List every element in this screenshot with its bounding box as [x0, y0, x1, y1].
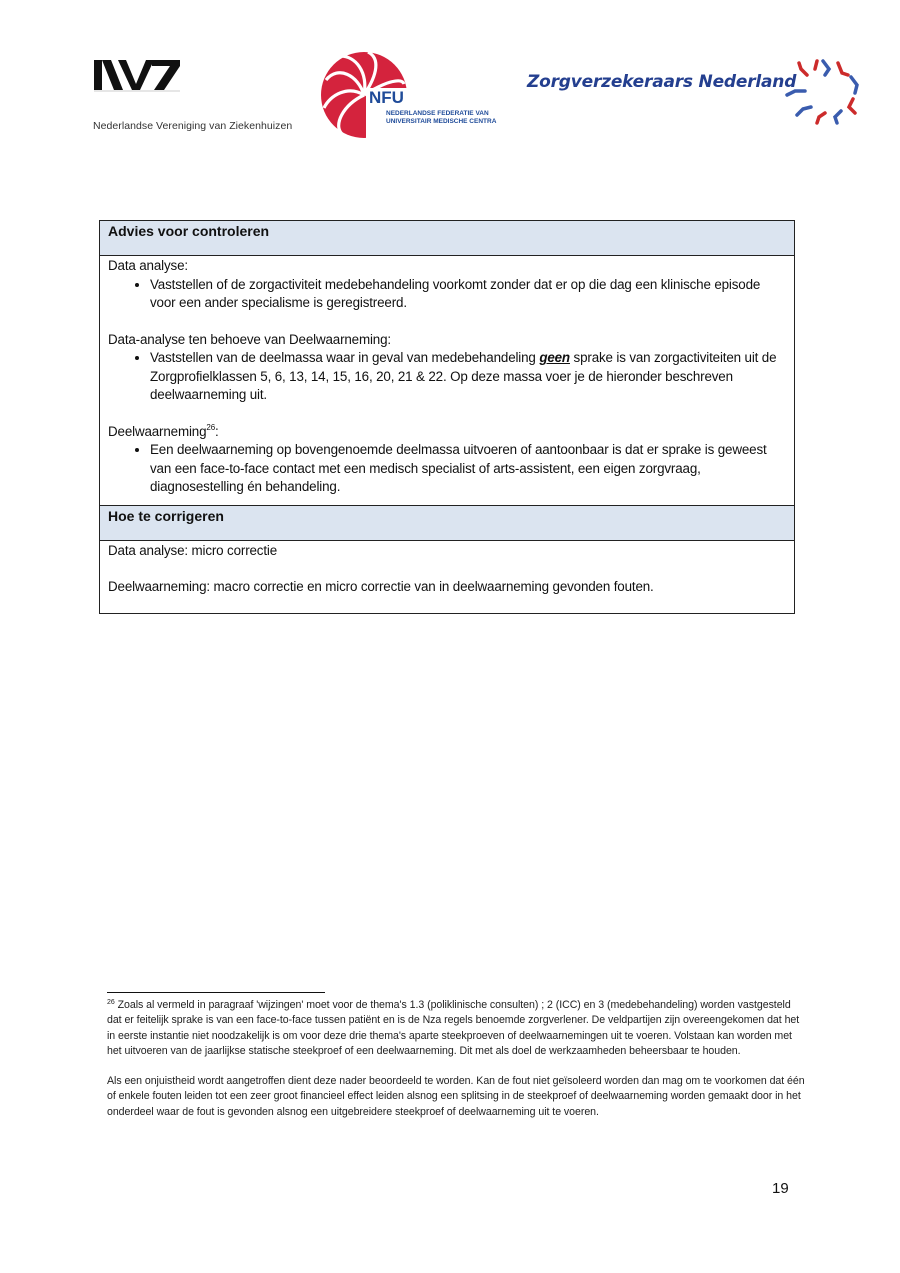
- section-body-controleren: [100, 256, 794, 505]
- block-label-deelwaarneming: [108, 423, 786, 442]
- nfu-wordmark: NFU: [369, 88, 404, 107]
- footnote-number: 26: [107, 999, 115, 1006]
- footnote-text: Zoals al vermeld in paragraaf 'wijzingen' moet voor de thema's 1.3 (poliklinische consulten) ; 2 (ICC) en 3 (medebehandeling) worden vastgesteld dat er feitelijk sprake is van een face-to-face tussen patiënt en is de Nza regels benoemde zorgverlener. De veldpartijen zijn overeengekomen dat het in eerste instantie niet noodzakelijk is om voor deze drie thema's aparte steekproeven of deelwaarnemingen uit te voeren. Volstaan kan worden met het uitvoeren van de jaarlijkse statische steekproef of een deelwaarneming. Dit met als doel de werkzaamheden beheersbaar te houden.: [107, 999, 800, 1057]
- block-label-data-analyse: Data analyse:: [108, 258, 188, 273]
- bullet-item: • Een deelwaarneming op bovengenoemde deelmassa uitvoeren of aantoonbaar is dat er sprake is geweest van een face-to-face contact met een medisch specialist of arts-assistent, een eigen zorgvraag, diagnosestelling én behandeling.: [150, 441, 786, 497]
- bullet-item: [150, 349, 786, 405]
- section-header-corrigeren: Hoe te corrigeren: [100, 505, 794, 541]
- footnote-paragraph-1: [107, 998, 807, 1059]
- bullet-list: [108, 441, 786, 497]
- section-header-controleren: Advies voor controleren: [100, 221, 794, 256]
- correction-line: Data analyse: micro correctie: [108, 542, 278, 558]
- audit-advice-table: [99, 220, 795, 614]
- nvz-logo: [92, 58, 293, 132]
- nfu-logo: [318, 50, 518, 140]
- bullet-list: [108, 276, 786, 313]
- footnote-paragraph-2: Als een onjuistheid wordt aangetroffen dient deze nader beoordeeld te worden. Kan de fout niet geïsoleerd worden dan mag om te voorkomen dat één of enkele fouten leiden tot een zeer groot financieel effect leiden alsnog een splitsing in de steekproef of deelwaarneming worden gemaakt door in het onderdeel waar de fout is gevonden alsnog een uitgebreidere steekproef of deelwaarneming uit te voeren.: [107, 1075, 805, 1118]
- nfu-subtitle: [386, 110, 496, 126]
- label-text: Deelwaarneming: [108, 423, 207, 439]
- label-suffix: :: [215, 423, 219, 439]
- bullet-list: [108, 349, 786, 405]
- bullet-item: • Vaststellen of de zorgactiviteit medebehandeling voorkomt zonder dat er op die dag een klinische episode voor een ander specialisme is geregistreerd.: [150, 276, 786, 313]
- footnote-ref[interactable]: 26: [206, 422, 215, 432]
- footnote-separator: [107, 992, 325, 993]
- zn-logo-text: Zorgverzekeraars Nederland: [527, 72, 797, 92]
- correction-line: Deelwaarneming: macro correctie en micro correctie van in deelwaarneming gevonden fouten.: [108, 579, 654, 594]
- emphasis-geen: geen: [539, 350, 570, 365]
- block-label-deelwaarneming-analyse: Data-analyse ten behoeve van Deelwaarneming:: [108, 331, 391, 347]
- nvz-wordmark-icon: [92, 58, 182, 92]
- section-body-corrigeren: [100, 541, 794, 613]
- bullet-text: Vaststellen van de deelmassa waar in geval van medebehandeling: [150, 350, 540, 365]
- footnote: [107, 998, 807, 1120]
- zn-figures-icon: [783, 55, 863, 125]
- nfu-subtitle-line-2: UNIVERSITAIR MEDISCHE CENTRA: [386, 118, 497, 125]
- page-number: 19: [772, 1180, 789, 1197]
- nfu-subtitle-line-1: NEDERLANDSE FEDERATIE VAN: [386, 110, 489, 117]
- bullet-text: sprake is van zorgactiviteiten uit de Zorgprofielklassen 5, 6, 13, 14, 15, 16, 20, 21 & 22. Op deze massa voer je de hieronder beschreven deelwaarneming uit.: [150, 350, 777, 402]
- nvz-subtitle: Nederlandse Vereniging van Ziekenhuizen: [93, 120, 293, 132]
